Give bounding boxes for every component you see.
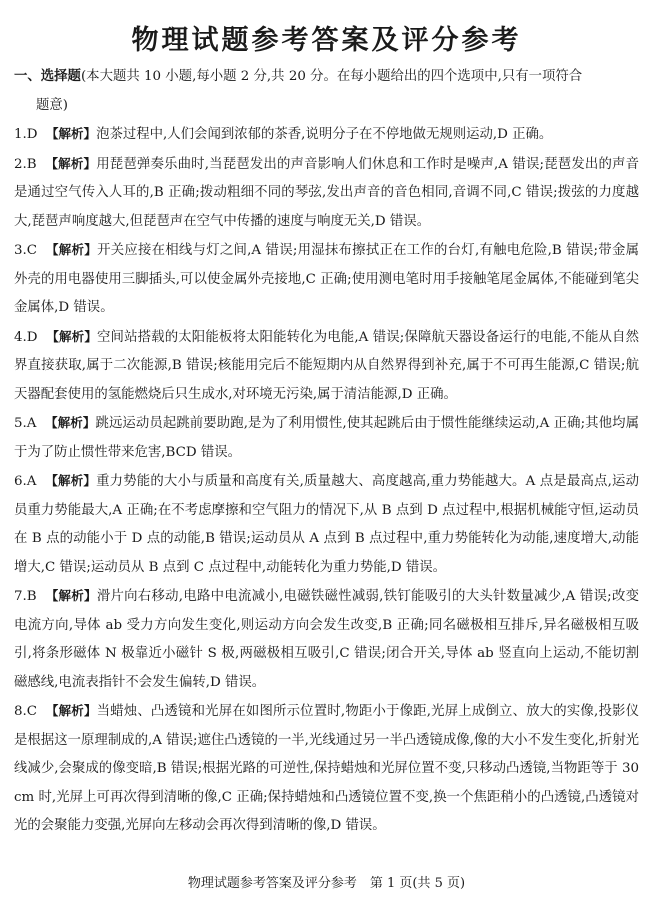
answer-explanation: 空间站搭载的太阳能板将太阳能转化为电能,A 错误;保障航天器设备运行的电能,不能从自然界直接获取,属于二次能源,B 错误;核能用完后不能短期内从自然界得到补充,属于不可再生能源,C 错误;航天器配套使用的氢能燃烧后只生成水,对环境无污染,属于清洁能源,D 正确。 bbox=[14, 329, 639, 402]
answer-number: 8. bbox=[14, 704, 27, 719]
answer-explanation: 滑片向右移动,电路中电流减小,电磁铁磁性减弱,铁钉能吸引的大头针数量减少,A 错误;改变电流方向,导体 ab 受力方向发生变化,则运动方向会发生改变,B 正确;同名磁极相互排斥,异名磁极相互吸引,将条形磁体 N 极靠近小磁针 S 极,两磁极相互吸引,C 错误;闭合开关,导体 ab 竖直向上运动,不能切割磁感线,电流表指针不会发生偏转,D 错误。 bbox=[14, 589, 639, 690]
answer-explanation: 重力势能的大小与质量和高度有关,质量越大、高度越高,重力势能越大。A 点是最高点,运动员重力势能最大,A 正确;在不考虑摩擦和空气阻力的情况下,从 B 点到 D 点过程中,根据机械能守恒,运动员在 B 点的动能小于 D 点的动能,B 错误;运动员从 A 点到 B 点过程中,重力势能转化为动能,速度增大,动能增大,C 错误;运动员从 B 点到 C 点过程中,动能转化为重力势能,D 错误。 bbox=[14, 474, 639, 575]
answer-choice: A bbox=[26, 416, 37, 431]
answer-item bbox=[14, 323, 639, 410]
answer-choice: A bbox=[26, 474, 37, 489]
answer-item bbox=[14, 236, 639, 323]
answer-choice: D bbox=[26, 329, 38, 345]
answer-number: 1. bbox=[14, 127, 27, 142]
answer-choice: B bbox=[26, 589, 37, 604]
section-header bbox=[14, 62, 639, 92]
section-note-line1: (本大题共 10 小题,每小题 2 分,共 20 分。在每小题给出的四个选项中,只有一项符合 bbox=[80, 69, 583, 84]
answer-item bbox=[14, 409, 639, 467]
answer-choice: D bbox=[26, 127, 38, 142]
answer-choice: B bbox=[26, 156, 37, 172]
answer-number: 7. bbox=[14, 589, 27, 604]
answer-explanation: 当蜡烛、凸透镜和光屏在如图所示位置时,物距小于像距,光屏上成倒立、放大的实像,投影仪是根据这一原理制成的,A 错误;遮住凸透镜的一半,光线通过另一半凸透镜成像,像的大小不发生变化,折射光线减少,会聚成的像变暗,B 错误;根据光路的可逆性,保持蜡烛和光屏位置不变,只移动凸透镜,当物距等于 30 cm 时,光屏上可再次得到清晰的像,C 正确;保持蜡烛和凸透镜位置不变,换一个焦距稍小的凸透镜,凸透镜对光的会聚能力变强,光屏向左移动会再次得到清晰的像,D 错误。 bbox=[14, 704, 639, 833]
answer-item bbox=[14, 582, 639, 697]
answer-number: 4. bbox=[14, 329, 27, 345]
answer-content bbox=[14, 62, 639, 841]
section-note-line2: 题意) bbox=[36, 97, 69, 113]
analysis-tag: 【解析】 bbox=[45, 415, 96, 430]
analysis-tag: 【解析】 bbox=[45, 155, 97, 171]
answer-item bbox=[14, 120, 639, 150]
answer-explanation: 泡茶过程中,人们会闻到浓郁的茶香,说明分子在不停地做无规则运动,D 正确。 bbox=[96, 127, 553, 142]
answer-number: 6. bbox=[14, 474, 27, 489]
analysis-tag: 【解析】 bbox=[46, 126, 97, 141]
answer-item bbox=[14, 467, 639, 582]
answer-explanation: 开关应接在相线与灯之间,A 错误;用湿抹布擦拭正在工作的台灯,有触电危险,B 错误;带金属外壳的用电器使用三脚插头,可以使金属外壳接地,C 正确;使用测电笔时用手接触笔尾金属体,不能碰到笔尖金属体,D 错误。 bbox=[14, 243, 639, 315]
analysis-tag: 【解析】 bbox=[46, 242, 98, 257]
answer-item bbox=[14, 697, 639, 841]
answer-list bbox=[14, 120, 639, 841]
analysis-tag: 【解析】 bbox=[46, 328, 97, 344]
page-footer: 物理试题参考答案及评分参考 第 1 页(共 5 页) bbox=[187, 876, 466, 891]
answer-explanation: 跳远运动员起跳前要助跑,是为了利用惯性,使其起跳后由于惯性能继续运动,A 正确;其他均属于为了防止惯性带来危害,BCD 错误。 bbox=[14, 416, 639, 460]
analysis-tag: 【解析】 bbox=[45, 473, 97, 488]
section-heading: 一、选择题 bbox=[14, 68, 81, 84]
analysis-tag: 【解析】 bbox=[45, 588, 97, 603]
answer-number: 2. bbox=[14, 156, 27, 172]
answer-number: 5. bbox=[14, 416, 27, 431]
answer-number: 3. bbox=[14, 243, 27, 258]
page-title: 物理试题参考答案及评分参考 bbox=[131, 25, 522, 56]
answer-item bbox=[14, 150, 639, 237]
answer-explanation: 用琵琶弹奏乐曲时,当琵琶发出的声音影响人们休息和工作时是噪声,A 错误;琵琶发出的声音是通过空气传入人耳的,B 正确;拨动粗细不同的琴弦,发出声音的音色相同,音调不同,C 错误;拨弦的力度越大,琵琶声响度越大,但琵琶声在空气中传播的速度与响度无关,D 错误。 bbox=[14, 156, 639, 229]
answer-choice: C bbox=[26, 704, 38, 719]
answer-choice: C bbox=[26, 243, 38, 258]
analysis-tag: 【解析】 bbox=[45, 703, 97, 718]
